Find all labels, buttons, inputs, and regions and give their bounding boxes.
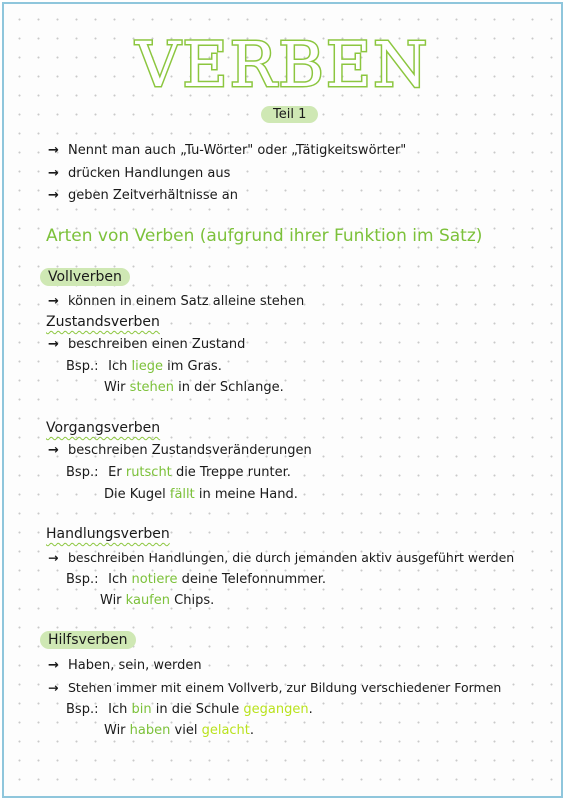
intro-item: → Nennt man auch „Tu-Wörter" oder „Tätigkeitswörter" (48, 143, 407, 158)
participle-highlight: gelacht (201, 723, 250, 738)
arrow-icon: → (48, 680, 59, 695)
hilfsverben-desc: → Stehen immer mit einem Vollverb, zur Bildung verschiedener Formen (48, 680, 502, 695)
page-title: VERBEN (135, 28, 430, 101)
handlungsverben-heading: Handlungsverben (46, 526, 170, 542)
note-page (2, 2, 563, 798)
example-line: Die Kugel fällt in meine Hand. (104, 487, 298, 502)
example-line: Bsp.: Ich notiere deine Telefonnummer. (66, 572, 327, 587)
participle-highlight: gegangen (243, 702, 309, 717)
zustandsverben-desc: → beschreiben einen Zustand (48, 337, 246, 352)
verb-highlight: haben (129, 723, 171, 738)
example-line: Wir stehen in der Schlange. (104, 380, 284, 395)
vorgangsverben-desc: → beschreiben Zustandsveränderungen (48, 443, 312, 458)
example-line: Bsp.: Ich liege im Gras. (66, 359, 222, 374)
example-label: Bsp.: (66, 359, 99, 374)
zustandsverben-heading: Zustandsverben (46, 314, 160, 330)
vollverben-desc: → können in einem Satz alleine stehen (48, 294, 305, 309)
verb-highlight: rutscht (125, 465, 172, 480)
example-label: Bsp.: (66, 572, 99, 587)
example-label: Bsp.: (66, 465, 99, 480)
arrow-icon: → (48, 658, 59, 673)
arrow-icon: → (48, 550, 59, 565)
hilfsverben-heading: Hilfsverben (40, 631, 136, 649)
vollverben-heading: Vollverben (40, 268, 130, 286)
intro-item: → drücken Handlungen aus (48, 166, 231, 181)
arrow-icon: → (48, 443, 59, 458)
verb-highlight: stehen (129, 380, 175, 395)
arrow-icon: → (48, 143, 59, 158)
intro-item: → geben Zeitverhältnisse an (48, 188, 238, 203)
hilfsverben-desc: → Haben, sein, werden (48, 658, 202, 673)
section-heading: Arten von Verben (aufgrund ihrer Funktion im Satz) (46, 226, 483, 246)
arrow-icon: → (48, 166, 59, 181)
verb-highlight: bin (131, 702, 152, 717)
verb-highlight: kaufen (125, 593, 170, 608)
example-label: Bsp.: (66, 702, 99, 717)
subtitle-badge: Teil 1 (261, 106, 318, 123)
arrow-icon: → (48, 188, 59, 203)
example-line: Bsp.: Er rutscht die Treppe runter. (66, 465, 291, 480)
handlungsverben-desc: → beschreiben Handlungen, die durch jemanden aktiv ausgeführt werden (48, 550, 515, 565)
verb-highlight: liege (131, 359, 163, 374)
vorgangsverben-heading: Vorgangsverben (46, 420, 161, 436)
example-line: Bsp.: Ich bin in die Schule gegangen. (66, 702, 313, 717)
verb-highlight: fällt (169, 487, 195, 502)
arrow-icon: → (48, 337, 59, 352)
example-line: Wir haben viel gelacht. (104, 723, 255, 738)
arrow-icon: → (48, 294, 59, 309)
example-line: Wir kaufen Chips. (100, 593, 215, 608)
verb-highlight: notiere (131, 572, 178, 587)
